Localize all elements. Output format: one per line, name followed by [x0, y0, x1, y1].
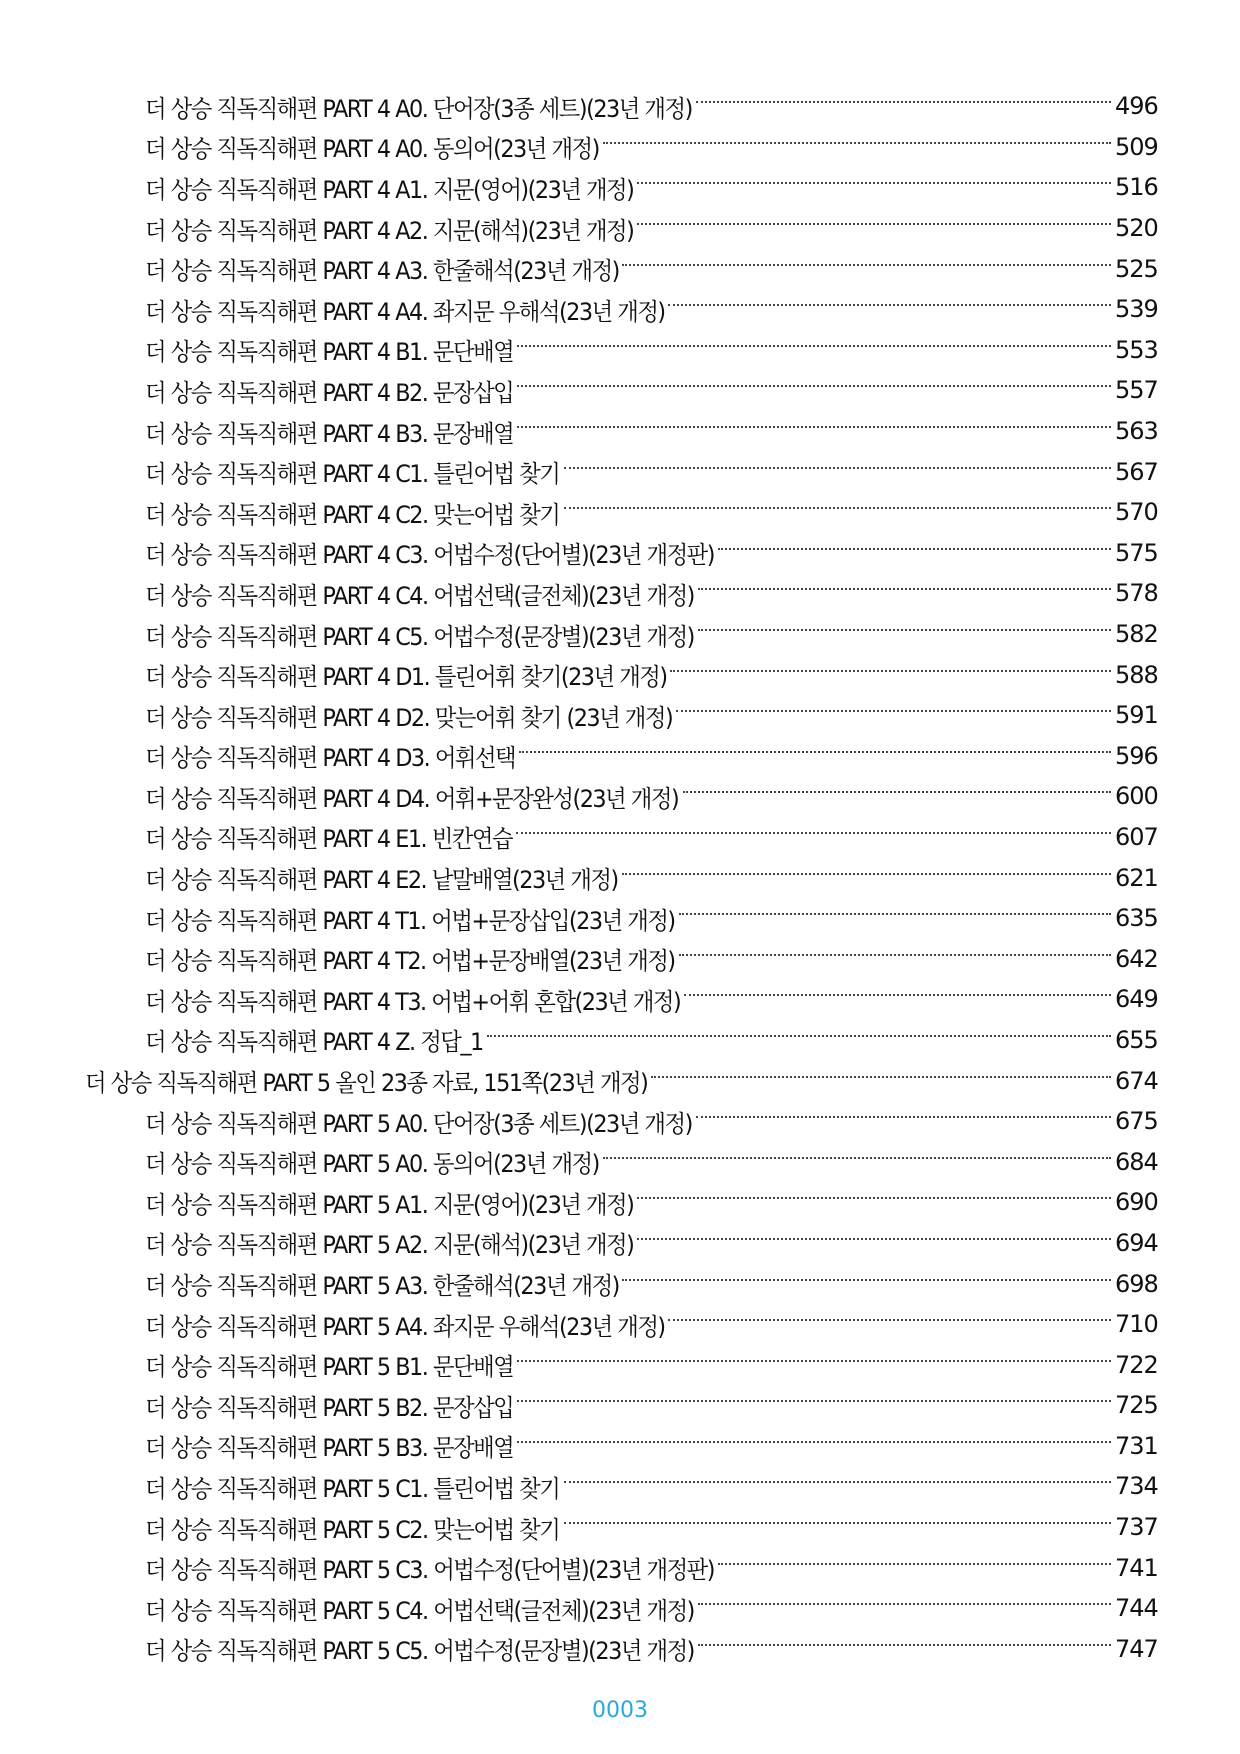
toc-entry-title: 더 상승 직독직해편 PART 4 D1. 틀린어휘 찾기(23년 개정) — [145, 663, 667, 692]
dot-leader — [670, 670, 1111, 672]
toc-entry[interactable] — [0, 411, 1158, 452]
toc-entry-title: 더 상승 직독직해편 PART 4 T1. 어법+문장삽입(23년 개정) — [145, 906, 675, 935]
dot-leader — [564, 1522, 1111, 1524]
dot-leader — [668, 1319, 1111, 1321]
toc-entry-page: 582 — [1115, 620, 1158, 649]
toc-entry-title: 더 상승 직독직해편 PART 5 A1. 지문(영어)(23년 개정) — [145, 1190, 634, 1219]
toc-entry[interactable] — [0, 1466, 1158, 1507]
toc-entry-page: 690 — [1115, 1188, 1158, 1217]
toc-entry[interactable] — [0, 654, 1158, 695]
toc-entry[interactable] — [0, 817, 1158, 858]
toc-entry-title: 더 상승 직독직해편 PART 5 A0. 단어장(3종 세트)(23년 개정) — [145, 1109, 692, 1138]
toc-entry-page: 588 — [1115, 660, 1158, 689]
toc-entry-title: 더 상승 직독직해편 PART 5 B3. 문장배열 — [145, 1434, 514, 1463]
toc-entry-title: 더 상승 직독직해편 PART 4 E1. 빈칸연습 — [145, 825, 513, 854]
toc-entry-title: 더 상승 직독직해편 PART 4 A3. 한줄해석(23년 개정) — [145, 257, 619, 286]
dot-leader — [564, 467, 1111, 469]
toc-entry-page: 649 — [1115, 985, 1158, 1014]
toc-entry[interactable] — [0, 573, 1158, 614]
toc-entry[interactable] — [0, 857, 1158, 898]
dot-leader — [637, 223, 1111, 225]
dot-leader — [668, 304, 1111, 306]
toc-entry[interactable] — [0, 451, 1158, 492]
toc-entry-title: 더 상승 직독직해편 PART 4 A0. 단어장(3종 세트)(23년 개정) — [145, 94, 692, 123]
toc-entry-page: 570 — [1115, 498, 1158, 527]
toc-entry[interactable] — [0, 1020, 1158, 1061]
toc-entry[interactable] — [0, 1223, 1158, 1264]
toc-entry[interactable] — [0, 248, 1158, 289]
dot-leader — [564, 1481, 1111, 1483]
toc-entry[interactable] — [0, 1547, 1158, 1588]
dot-leader — [517, 1400, 1111, 1402]
toc-entry-title: 더 상승 직독직해편 PART 4 T3. 어법+어휘 혼합(23년 개정) — [145, 987, 681, 1016]
toc-entry[interactable] — [0, 614, 1158, 655]
toc-entry-page: 596 — [1115, 741, 1158, 770]
toc-entry[interactable] — [0, 1629, 1158, 1670]
toc-entry-title: 더 상승 직독직해편 PART 4 B2. 문장삽입 — [145, 378, 514, 407]
dot-leader — [564, 507, 1111, 509]
toc-entry-page: 675 — [1115, 1107, 1158, 1136]
toc-entry-title: 더 상승 직독직해편 PART 5 C3. 어법수정(단어별)(23년 개정판) — [145, 1556, 714, 1585]
toc-entry-title: 더 상승 직독직해편 PART 4 C5. 어법수정(문장별)(23년 개정) — [145, 622, 694, 651]
dot-leader — [651, 1076, 1111, 1078]
toc-entry-title: 더 상승 직독직해편 PART 4 C4. 어법선택(글전체)(23년 개정) — [145, 581, 694, 610]
dot-leader — [603, 142, 1111, 144]
toc-entry-title: 더 상승 직독직해편 PART 4 C1. 틀린어법 찾기 — [145, 460, 560, 489]
toc-entry[interactable] — [0, 492, 1158, 533]
dot-leader — [698, 588, 1111, 590]
page-number: 0003 — [592, 1698, 648, 1723]
toc-entry[interactable] — [0, 1588, 1158, 1629]
toc-entry-page: 698 — [1115, 1269, 1158, 1298]
dot-leader — [696, 101, 1111, 103]
toc-entry-title: 더 상승 직독직해편 PART 4 T2. 어법+문장배열(23년 개정) — [145, 947, 675, 976]
dot-leader — [676, 710, 1111, 712]
toc-entry[interactable] — [0, 1263, 1158, 1304]
dot-leader — [519, 751, 1111, 753]
toc-entry-page: 553 — [1115, 335, 1158, 364]
toc-entry-title: 더 상승 직독직해편 PART 4 D2. 맞는어휘 찾기 (23년 개정) — [145, 703, 673, 732]
toc-entry-page: 734 — [1115, 1472, 1158, 1501]
toc-entry-title: 더 상승 직독직해편 PART 4 Z. 정답_1 — [145, 1028, 483, 1057]
toc-entry-title: 더 상승 직독직해편 PART 5 A3. 한줄해석(23년 개정) — [145, 1272, 619, 1301]
dot-leader — [684, 994, 1111, 996]
dot-leader — [516, 832, 1111, 834]
dot-leader — [698, 629, 1111, 631]
toc-entry[interactable] — [0, 533, 1158, 574]
toc-entry-page: 725 — [1115, 1391, 1158, 1420]
toc-entry-page: 674 — [1115, 1066, 1158, 1095]
dot-leader — [718, 1563, 1111, 1565]
toc-entry-page: 539 — [1115, 295, 1158, 324]
toc-entry-page: 655 — [1115, 1025, 1158, 1054]
toc-entry[interactable] — [0, 289, 1158, 330]
toc-entry-page: 694 — [1115, 1228, 1158, 1257]
dot-leader — [517, 385, 1111, 387]
toc-entry-title: 더 상승 직독직해편 PART 4 B3. 문장배열 — [145, 419, 514, 448]
toc-entry-title: 더 상승 직독직해편 PART 4 A1. 지문(영어)(23년 개정) — [145, 175, 634, 204]
dot-leader — [679, 954, 1111, 956]
toc-entry[interactable] — [0, 330, 1158, 371]
toc-entry-title: 더 상승 직독직해편 PART 4 C3. 어법수정(단어별)(23년 개정판) — [145, 541, 714, 570]
toc-entry[interactable] — [0, 1304, 1158, 1345]
toc-entry-title: 더 상승 직독직해편 PART 4 B1. 문단배열 — [145, 338, 514, 367]
toc-entry-page: 591 — [1115, 701, 1158, 730]
toc-entry-title: 더 상승 직독직해편 PART 5 B1. 문단배열 — [145, 1353, 514, 1382]
dot-leader — [637, 1238, 1111, 1240]
toc-entry-page: 747 — [1115, 1634, 1158, 1663]
toc-entry[interactable] — [0, 898, 1158, 939]
toc-entry-title: 더 상승 직독직해편 PART 4 E2. 낱말배열(23년 개정) — [145, 866, 618, 895]
toc-entry-page: 710 — [1115, 1310, 1158, 1339]
toc-entry[interactable] — [0, 1060, 1158, 1101]
toc-entry-page: 600 — [1115, 782, 1158, 811]
dot-leader — [517, 426, 1111, 428]
toc-entry-page: 684 — [1115, 1147, 1158, 1176]
toc-entry-page: 642 — [1115, 944, 1158, 973]
toc-entry-page: 741 — [1115, 1553, 1158, 1582]
toc-entry[interactable] — [0, 1101, 1158, 1142]
toc-entry[interactable] — [0, 208, 1158, 249]
toc-entry[interactable] — [0, 979, 1158, 1020]
toc-entry-title: 더 상승 직독직해편 PART 5 B2. 문장삽입 — [145, 1393, 514, 1422]
table-of-contents — [0, 86, 1240, 1669]
toc-entry-page: 509 — [1115, 132, 1158, 161]
toc-entry-page: 557 — [1115, 376, 1158, 405]
toc-entry-page: 516 — [1115, 173, 1158, 202]
toc-entry-page: 635 — [1115, 904, 1158, 933]
toc-entry[interactable] — [0, 776, 1158, 817]
dot-leader — [637, 1197, 1111, 1199]
toc-entry-title: 더 상승 직독직해편 PART 4 A2. 지문(해석)(23년 개정) — [145, 216, 634, 245]
toc-entry-page: 737 — [1115, 1513, 1158, 1542]
toc-entry-page: 575 — [1115, 538, 1158, 567]
toc-entry[interactable] — [0, 938, 1158, 979]
toc-entry[interactable] — [0, 1426, 1158, 1467]
toc-entry[interactable] — [0, 167, 1158, 208]
toc-entry-page: 722 — [1115, 1350, 1158, 1379]
toc-entry-title: 더 상승 직독직해편 PART 5 C1. 틀린어법 찾기 — [145, 1474, 560, 1503]
dot-leader — [517, 1360, 1111, 1362]
toc-entry[interactable] — [0, 736, 1158, 777]
toc-entry-title: 더 상승 직독직해편 PART 5 올인 23종 자료, 151쪽(23년 개정) — [85, 1069, 648, 1098]
dot-leader — [517, 1441, 1111, 1443]
dot-leader — [622, 873, 1111, 875]
toc-entry-title: 더 상승 직독직해편 PART 4 D4. 어휘+문장완성(23년 개정) — [145, 784, 679, 813]
toc-entry-title: 더 상승 직독직해편 PART 4 A4. 좌지문 우해석(23년 개정) — [145, 297, 665, 326]
dot-leader — [487, 1035, 1111, 1037]
toc-entry-title: 더 상승 직독직해편 PART 5 C5. 어법수정(문장별)(23년 개정) — [145, 1637, 694, 1666]
dot-leader — [679, 913, 1111, 915]
toc-entry-title: 더 상승 직독직해편 PART 5 A0. 동의어(23년 개정) — [145, 1150, 599, 1179]
toc-entry-page: 744 — [1115, 1594, 1158, 1623]
toc-entry-title: 더 상승 직독직해편 PART 5 A4. 좌지문 우해석(23년 개정) — [145, 1312, 665, 1341]
toc-entry-page: 621 — [1115, 863, 1158, 892]
toc-entry-title: 더 상승 직독직해편 PART 5 A2. 지문(해석)(23년 개정) — [145, 1231, 634, 1260]
toc-entry[interactable] — [0, 1141, 1158, 1182]
dot-leader — [622, 1279, 1111, 1281]
dot-leader — [698, 1603, 1111, 1605]
toc-entry-page: 525 — [1115, 254, 1158, 283]
toc-entry[interactable] — [0, 127, 1158, 168]
toc-entry-page: 567 — [1115, 457, 1158, 486]
toc-entry-page: 496 — [1115, 92, 1158, 121]
toc-entry-title: 더 상승 직독직해편 PART 5 C4. 어법선택(글전체)(23년 개정) — [145, 1596, 694, 1625]
dot-leader — [637, 182, 1111, 184]
dot-leader — [622, 264, 1111, 266]
toc-entry-page: 607 — [1115, 822, 1158, 851]
toc-entry[interactable] — [0, 1182, 1158, 1223]
toc-entry-page: 520 — [1115, 214, 1158, 243]
toc-entry-page: 578 — [1115, 579, 1158, 608]
toc-entry[interactable] — [0, 1344, 1158, 1385]
toc-entry[interactable] — [0, 1507, 1158, 1548]
toc-entry-title: 더 상승 직독직해편 PART 5 C2. 맞는어법 찾기 — [145, 1515, 560, 1544]
dot-leader — [698, 1644, 1111, 1646]
toc-entry[interactable] — [0, 370, 1158, 411]
dot-leader — [683, 791, 1112, 793]
toc-entry-title: 더 상승 직독직해편 PART 4 D3. 어휘선택 — [145, 744, 516, 773]
toc-entry-title: 더 상승 직독직해편 PART 4 C2. 맞는어법 찾기 — [145, 500, 560, 529]
dot-leader — [517, 345, 1111, 347]
toc-entry[interactable] — [0, 86, 1158, 127]
toc-entry[interactable] — [0, 1385, 1158, 1426]
dot-leader — [718, 548, 1111, 550]
dot-leader — [603, 1157, 1111, 1159]
toc-entry-page: 731 — [1115, 1431, 1158, 1460]
dot-leader — [696, 1116, 1111, 1118]
toc-entry-title: 더 상승 직독직해편 PART 4 A0. 동의어(23년 개정) — [145, 135, 599, 164]
toc-entry-page: 563 — [1115, 417, 1158, 446]
toc-entry[interactable] — [0, 695, 1158, 736]
